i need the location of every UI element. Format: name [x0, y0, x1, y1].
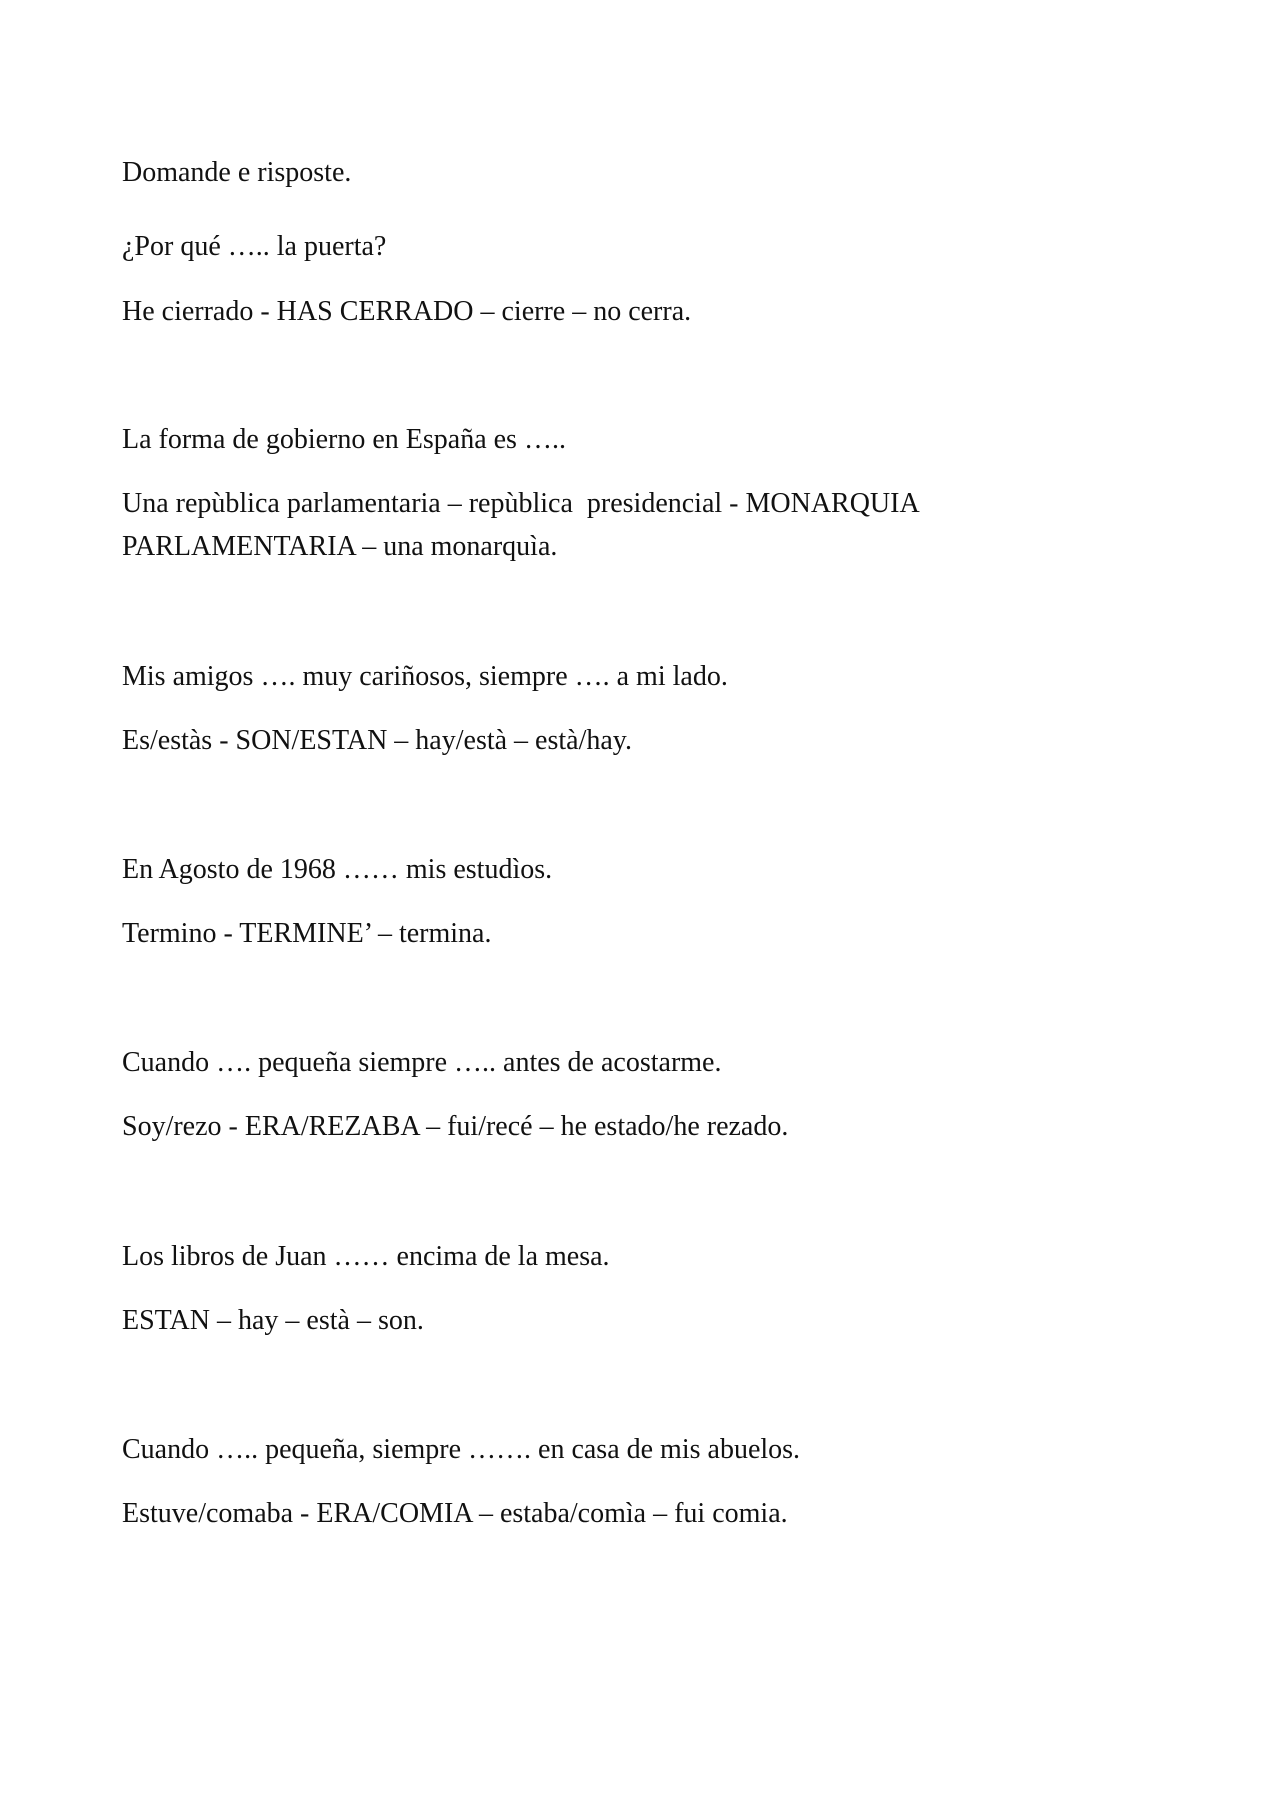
answer-6: ESTAN – hay – està – son.	[122, 1305, 424, 1336]
question-6: Los libros de Juan …… encima de la mesa.	[122, 1241, 610, 1272]
question-7: Cuando ….. pequeña, siempre ……. en casa de mis abuelos.	[122, 1434, 801, 1465]
answer-5: Soy/rezo - ERA/REZABA – fui/recé – he estado/he rezado.	[122, 1111, 789, 1142]
question-3: Mis amigos …. muy cariñosos, siempre …. a mi lado.	[122, 661, 728, 692]
question-1: ¿Por qué ….. la puerta?	[122, 231, 387, 262]
answer-3: Es/estàs - SON/ESTAN – hay/està – està/hay.	[122, 725, 632, 756]
answer-7: Estuve/comaba - ERA/COMIA – estaba/comìa – fui comia.	[122, 1498, 788, 1529]
answer-1: He cierrado - HAS CERRADO – cierre – no cerra.	[122, 296, 692, 327]
answer-2-line-1: Una repùblica parlamentaria – repùblica presidencial - MONARQUIA	[122, 488, 920, 519]
answer-4: Termino - TERMINE’ – termina.	[122, 918, 492, 949]
question-5: Cuando …. pequeña siempre ….. antes de acostarme.	[122, 1047, 722, 1078]
question-4: En Agosto de 1968 …… mis estudìos.	[122, 854, 553, 885]
answer-2-line-2: PARLAMENTARIA – una monarquìa.	[122, 531, 558, 562]
heading: Domande e risposte.	[122, 157, 352, 188]
question-2: La forma de gobierno en España es …..	[122, 424, 566, 455]
